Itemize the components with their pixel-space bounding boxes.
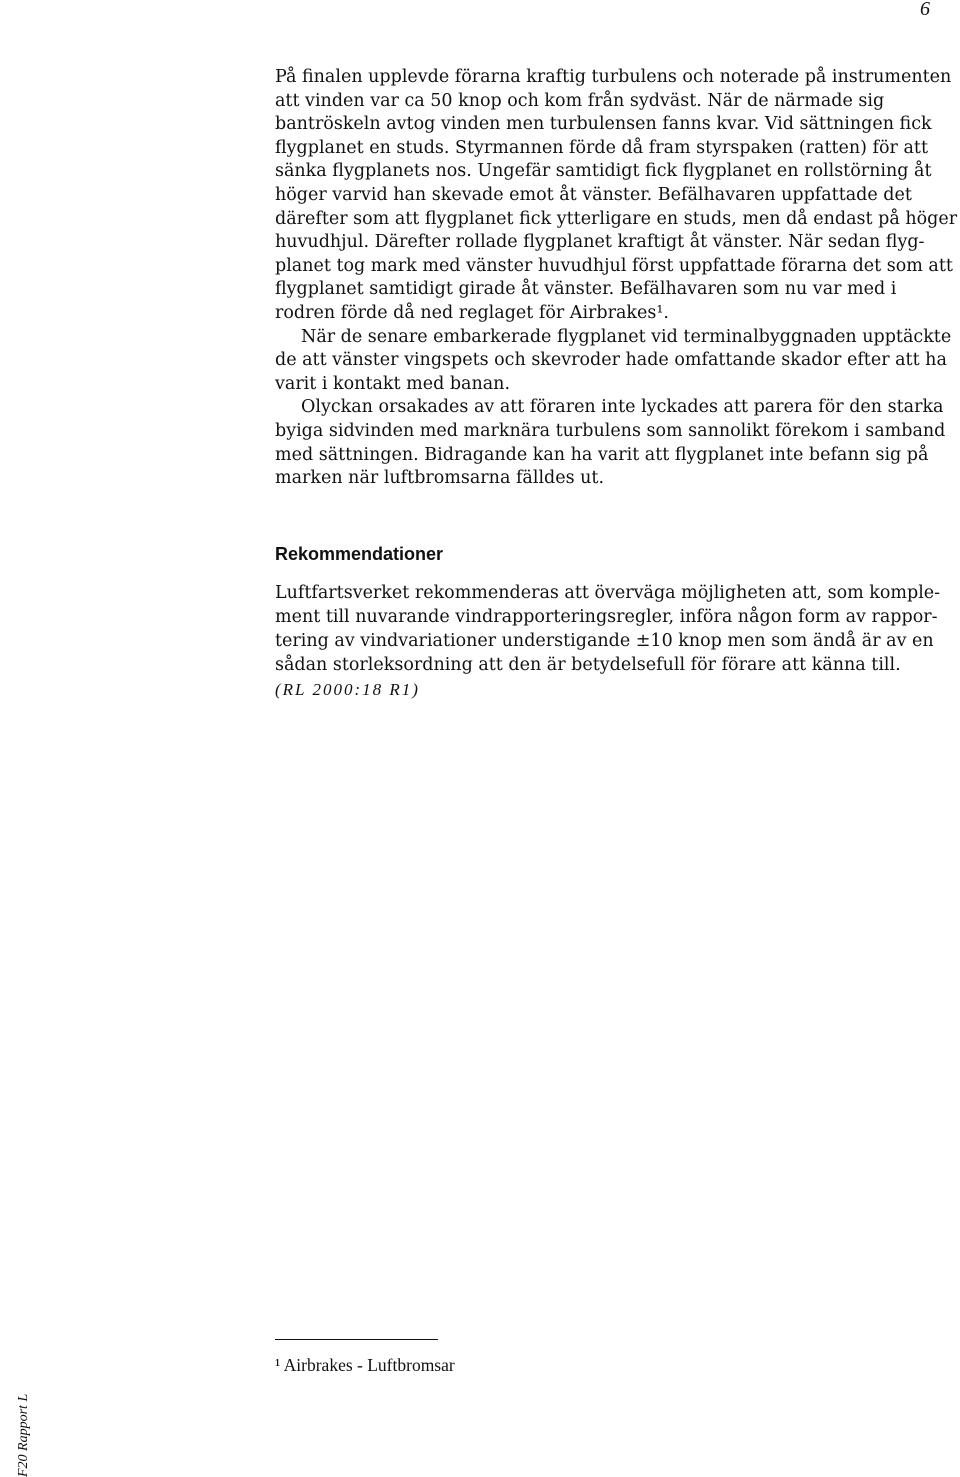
margin-report-label: F20 Rapport L — [16, 1393, 31, 1477]
body-paragraph-1: På finalen upplevde förarna kraftig turbulens och noterade på instrumenten att vinden var ca 50 knop och kom från sydväst. När de närmade sig bantröskeln avtog vinden men turbulensen fanns kvar. Vid sättningen fick flygplanet en studs. Styrmannen förde då fram styrspaken (ratten) för att sänka flygplanets nos. Ungefär samtidigt fick flygplanet en rollstörning åt höger varvid han skevade emot åt vänster. Befälhavaren uppfattade det därefter som att flygplanet fick ytterligare en studs, men då endast på höger huvudhjul. Därefter rollade flygplanet kraftigt åt vänster. När sedan flyg-planet tog mark med vänster huvudhjul först uppfattade förarna det som att flygplanet samtidigt girade åt vänster. Befälhavaren som nu var med i rodren förde då ned reglaget för Airbrakes¹. — [275, 67, 958, 323]
footnote-divider — [275, 1339, 438, 1340]
recommendations-section — [275, 541, 960, 703]
recommendations-text: Luftfartsverket rekommenderas att överväga möjligheten att, som komple-ment till nuvarande vindrapporteringsregler, införa någon form av rappor-tering av vindvariationer understigande ±10 knop men som ändå är av en sådan storleksordning att den är betydelsefull för förare att känna till. — [275, 583, 941, 675]
page-number: 6 — [920, 0, 930, 20]
footnote: ¹ Airbrakes - Luftbromsar — [275, 1355, 455, 1375]
body-paragraph-2: När de senare embarkerade flygplanet vid terminalbyggnaden upptäckte de att vänster vingspets och skevroder hade omfattande skador efter att ha varit i kontakt med banan. — [275, 326, 952, 394]
body-paragraph-3: Olyckan orsakades av att föraren inte lyckades att parera för den starka byiga sidvinden med marknära turbulens som sannolikt förekom i samband med sättningen. Bidragande kan ha varit att flygplanet inte befann sig på marken när luftbromsarna fälldes ut. — [275, 397, 946, 489]
body-text — [275, 66, 960, 491]
recommendation-reference: (RL 2000:18 R1) — [275, 680, 420, 699]
recommendations-heading: Rekommendationer — [275, 544, 444, 564]
